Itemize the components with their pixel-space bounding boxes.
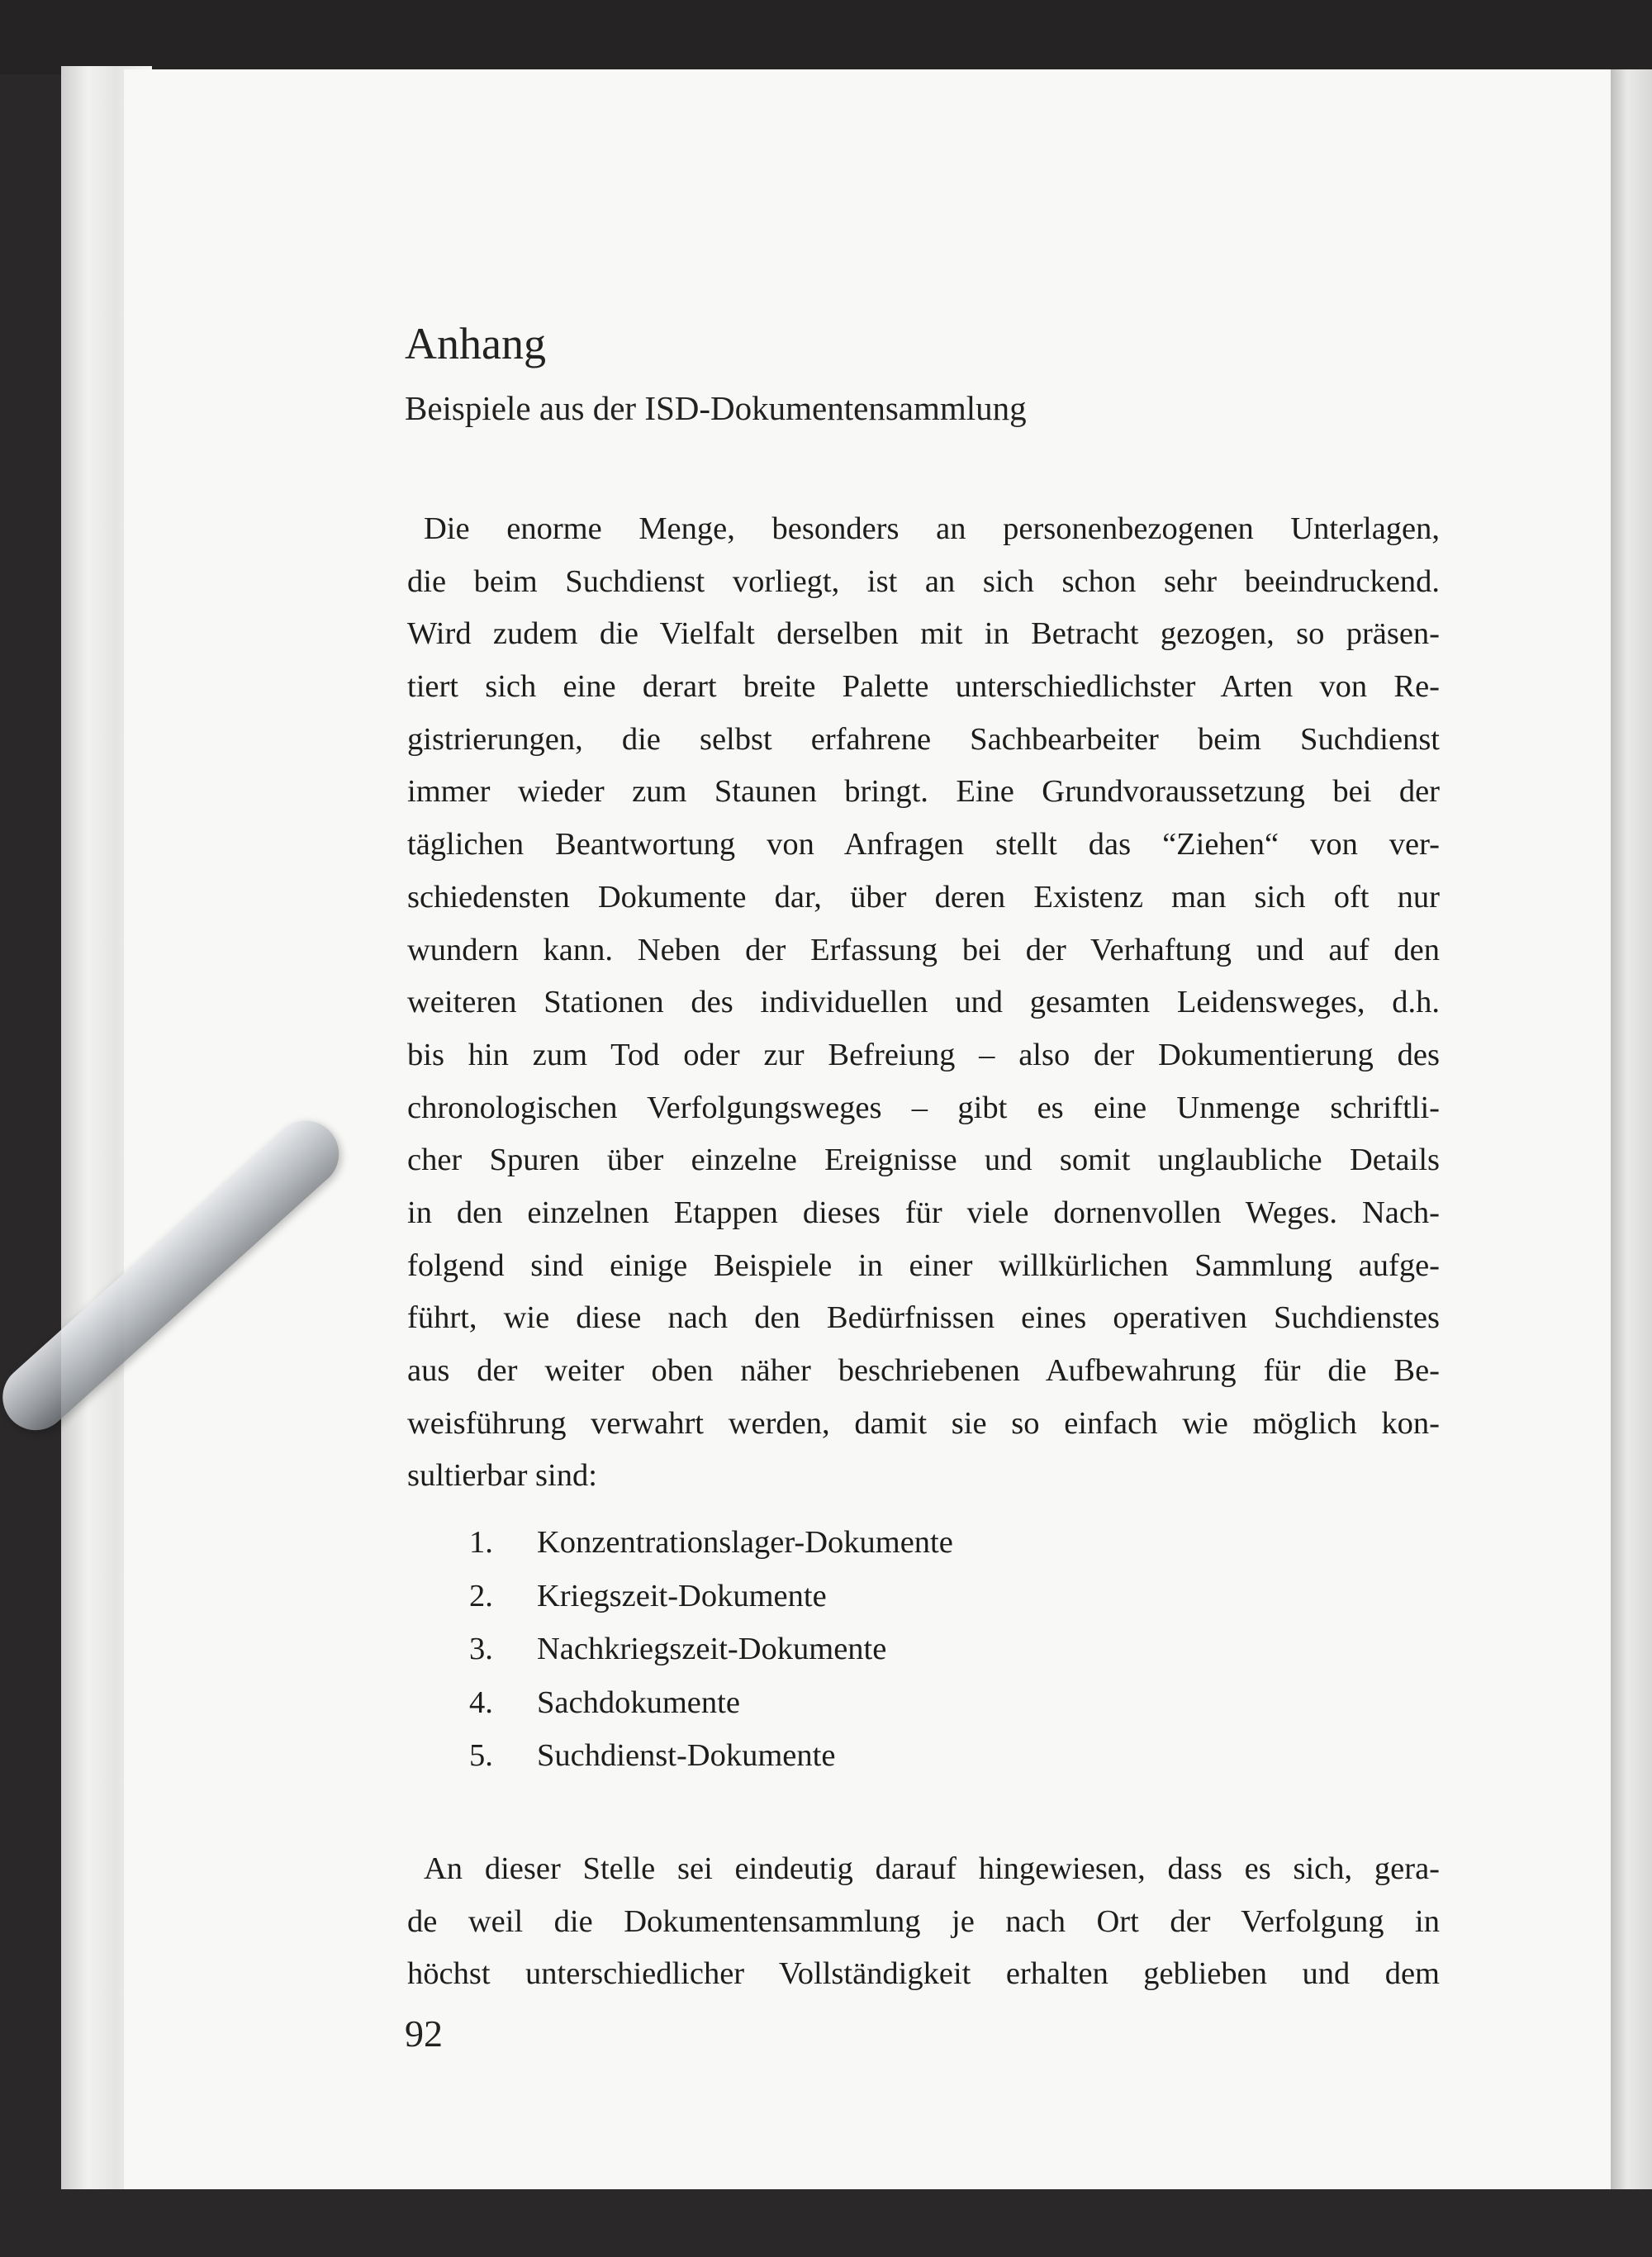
text-line: An dieser Stelle sei eindeutig darauf hingewiesen, dass es sich, gera-	[424, 1851, 1440, 1886]
list-number: 1.	[469, 1525, 493, 1560]
text-line: wundern kann. Neben der Erfassung bei der Verhaftung und auf den	[407, 932, 1440, 967]
text-line: cher Spuren über einzelne Ereignisse und somit unglaubliche Details	[407, 1143, 1440, 1178]
list-text: Nachkriegszeit-Dokumente	[537, 1632, 887, 1666]
list-number: 3.	[469, 1632, 493, 1666]
text-line: immer wieder zum Staunen bringt. Eine Grundvoraussetzung bei der	[407, 774, 1440, 810]
text-line: Die enorme Menge, besonders an personenbezogenen Unterlagen,	[424, 511, 1440, 546]
text-line: tiert sich eine derart breite Palette unterschiedlichster Arten von Re-	[407, 669, 1440, 705]
text-line: chronologischen Verfolgungsweges – gibt es eine Unmenge schriftli-	[407, 1090, 1440, 1125]
text-line: in den einzelnen Etappen dieses für viele dornenvollen Weges. Nach-	[407, 1195, 1440, 1230]
list-text: Suchdienst-Dokumente	[537, 1738, 836, 1773]
text-line: de weil die Dokumentensammlung je nach Ort der Verfolgung in	[407, 1903, 1440, 1939]
list-number: 5.	[469, 1738, 493, 1773]
list-item	[469, 1729, 953, 1783]
document-category-list	[469, 1516, 953, 1783]
text-line: Wird zudem die Vielfalt derselben mit in Betracht gezogen, so präsen-	[407, 616, 1440, 652]
list-item	[469, 1676, 953, 1730]
text-line: folgend sind einige Beispiele in einer willkürlichen Sammlung aufge-	[407, 1247, 1440, 1283]
text-line: höchst unterschiedlicher Vollständigkeit erhalten geblieben und dem	[407, 1956, 1440, 1992]
text-line: bis hin zum Tod oder zur Befreiung – also der Dokumentierung des	[407, 1037, 1440, 1072]
paragraph-2	[407, 1843, 1440, 2001]
paragraph-1	[407, 503, 1440, 1503]
text-line: täglichen Beantwortung von Anfragen stellt das “Ziehen“ von ver-	[407, 827, 1440, 862]
list-item	[469, 1623, 953, 1676]
text-line: führt, wie diese nach den Bedürfnissen eines operativen Suchdienstes	[407, 1300, 1440, 1336]
page-number: 92	[405, 2012, 443, 2055]
list-number: 4.	[469, 1684, 493, 1720]
text-line: sultierbar sind:	[407, 1458, 597, 1494]
text-line: die beim Suchdienst vorliegt, ist an sich schon sehr beeindruckend.	[407, 563, 1440, 599]
list-text: Kriegszeit-Dokumente	[537, 1578, 827, 1613]
list-text: Konzentrationslager-Dokumente	[537, 1525, 953, 1560]
list-item	[469, 1570, 953, 1623]
list-number: 2.	[469, 1578, 493, 1613]
facing-page-edge	[1611, 69, 1652, 2189]
text-line: gistrierungen, die selbst erfahrene Sachbearbeiter beim Suchdienst	[407, 721, 1440, 757]
text-line: schiedensten Dokumente dar, über deren Existenz man sich oft nur	[407, 879, 1440, 915]
scan-background	[0, 0, 1652, 74]
chapter-subtitle: Beispiele aus der ISD-Dokumentensammlung	[405, 389, 1027, 427]
list-item	[469, 1516, 953, 1570]
list-text: Sachdokumente	[537, 1684, 740, 1720]
text-line: aus der weiter oben näher beschriebenen Aufbewahrung für die Be-	[407, 1353, 1440, 1388]
text-line: weiteren Stationen des individuellen und gesamten Leidensweges, d.h.	[407, 985, 1440, 1020]
chapter-title: Anhang	[405, 319, 546, 368]
text-line: weisführung verwahrt werden, damit sie so einfach wie möglich kon-	[407, 1405, 1440, 1441]
